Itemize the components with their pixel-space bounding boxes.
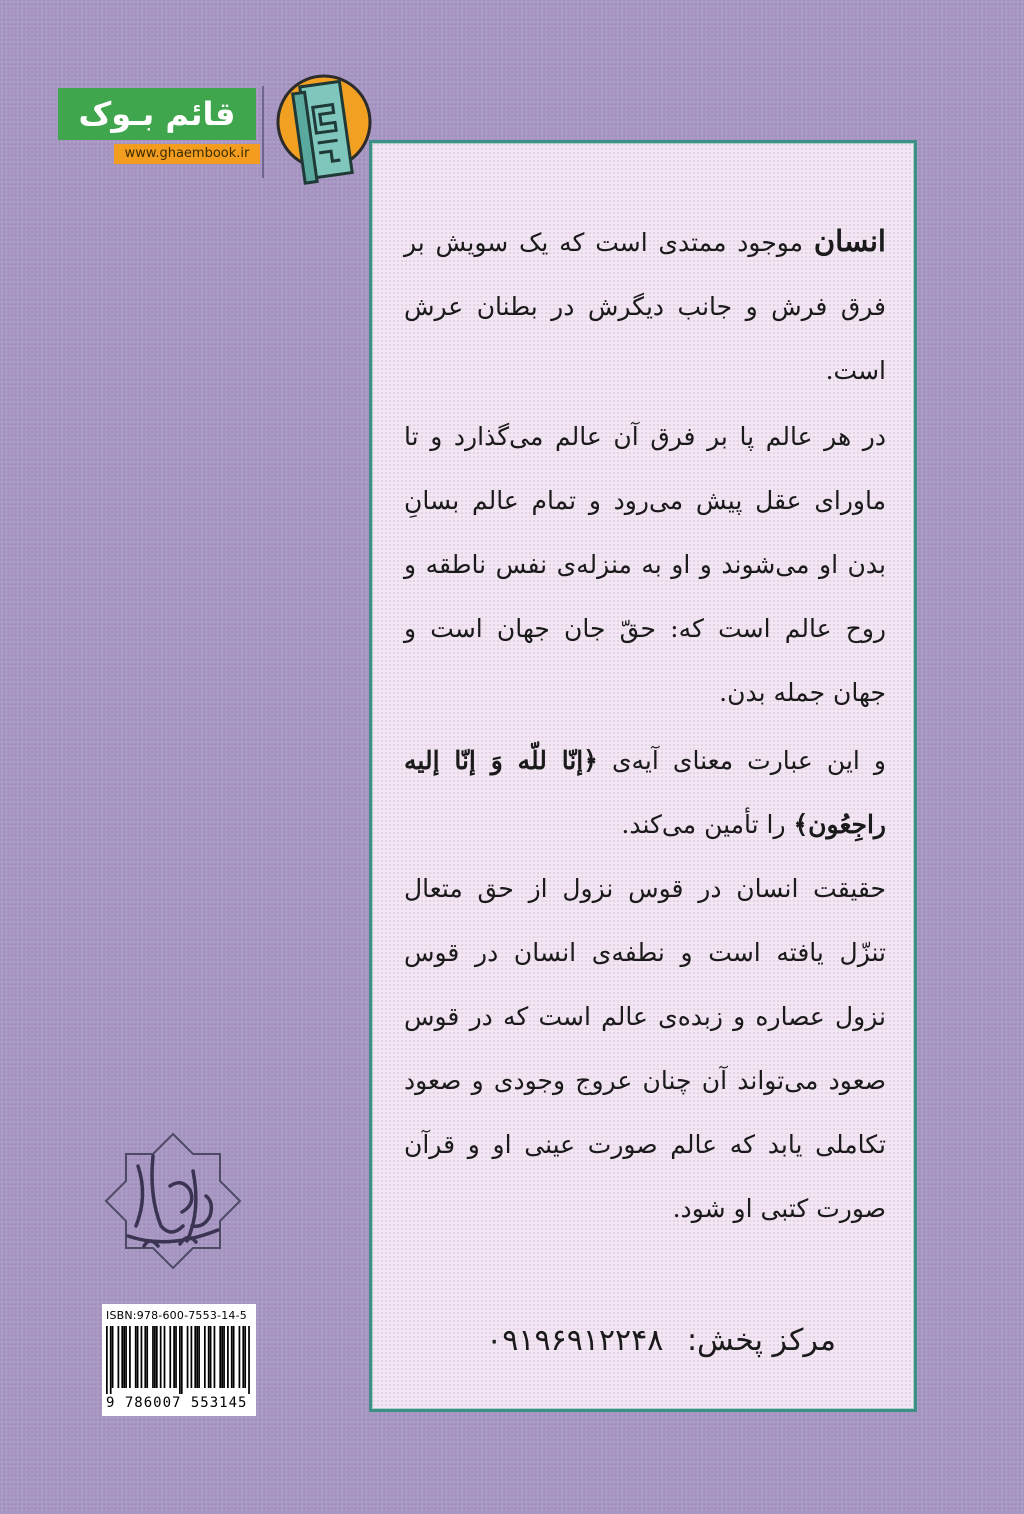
paragraph-1-text: موجود ممتدی است که یک سویش بر فرق فرش و جانب دیگرش در بطنان عرش است. bbox=[404, 228, 886, 385]
barcode-bar bbox=[208, 1326, 210, 1388]
paragraph-3 bbox=[404, 729, 886, 857]
barcode-bar bbox=[121, 1326, 123, 1388]
publisher-url: www.ghaembook.ir bbox=[114, 144, 260, 164]
barcode-bar bbox=[106, 1326, 108, 1394]
barcode-bar bbox=[123, 1326, 125, 1388]
barcode-bar bbox=[179, 1326, 181, 1394]
barcode-bar bbox=[112, 1326, 114, 1388]
paragraph-4: حقیقت انسان در قوس نزول از حق متعال تنزّل یافته است و نطفه‌ی انسان در قوس نزول عصاره و زبده‌ی عالم است که در قوس صعود می‌تواند آن چنان عروج وجودی و صعود تکاملی یابد که عالم صورت عینی او و قرآن صورت کتبی او شود. bbox=[404, 874, 886, 1223]
barcode-bar bbox=[210, 1326, 212, 1388]
barcode-bar bbox=[194, 1326, 196, 1388]
barcode-bar bbox=[144, 1326, 146, 1388]
barcode-bar bbox=[227, 1326, 229, 1388]
quran-verse: ﴿إنّا للّه وَ إنّا إلیه راجِعُون﴾ bbox=[404, 746, 886, 839]
barcode-bar bbox=[129, 1326, 131, 1388]
barcode-bar bbox=[137, 1326, 139, 1388]
distribution-phone: ۰۹۱۹۶۹۱۲۲۴۸ bbox=[486, 1323, 664, 1358]
barcode-bars bbox=[106, 1326, 252, 1394]
barcode-bar bbox=[214, 1326, 216, 1388]
barcode-bar bbox=[204, 1326, 206, 1388]
barcode-bar bbox=[173, 1326, 175, 1388]
publisher-name: قائم بـوک bbox=[58, 88, 256, 140]
barcode-bar bbox=[110, 1326, 112, 1394]
barcode bbox=[102, 1304, 256, 1416]
logo-divider bbox=[262, 86, 264, 178]
barcode-bar bbox=[152, 1326, 154, 1388]
text-panel bbox=[369, 140, 917, 1412]
barcode-bar bbox=[221, 1326, 223, 1388]
barcode-bar bbox=[135, 1326, 137, 1388]
barcode-bar bbox=[244, 1326, 246, 1388]
calligraphy-emblem-icon bbox=[98, 1126, 248, 1276]
barcode-bar bbox=[187, 1326, 189, 1388]
barcode-bar bbox=[248, 1326, 250, 1394]
barcode-bar bbox=[156, 1326, 158, 1388]
publisher-logo bbox=[58, 88, 258, 164]
barcode-bar bbox=[242, 1326, 244, 1388]
barcode-bar bbox=[191, 1326, 193, 1388]
barcode-bar bbox=[164, 1326, 166, 1388]
book-icon bbox=[276, 70, 372, 194]
barcode-bar bbox=[141, 1326, 143, 1388]
barcode-digits: 9 786007 553145 bbox=[106, 1395, 248, 1411]
barcode-bar bbox=[154, 1326, 156, 1388]
paragraph-1-lead: انسان bbox=[813, 224, 886, 258]
barcode-bar bbox=[118, 1326, 120, 1388]
barcode-bar bbox=[231, 1326, 233, 1388]
barcode-bar bbox=[125, 1326, 127, 1388]
barcode-bar bbox=[175, 1326, 177, 1388]
barcode-bar bbox=[233, 1326, 235, 1388]
barcode-bar bbox=[198, 1326, 200, 1388]
barcode-bar bbox=[169, 1326, 171, 1388]
barcode-bar bbox=[196, 1326, 198, 1388]
barcode-bar bbox=[160, 1326, 162, 1388]
barcode-bar bbox=[239, 1326, 241, 1388]
isbn-text: ISBN:978-600-7553-14-5 bbox=[106, 1309, 247, 1322]
barcode-bar bbox=[223, 1326, 225, 1388]
distribution-label: مرکز پخش: bbox=[686, 1323, 836, 1358]
paragraph-1 bbox=[404, 209, 886, 403]
distribution-center bbox=[486, 1323, 836, 1358]
paragraph-3-start: و این عبارت معنای آیه‌ی bbox=[597, 746, 886, 775]
barcode-bar bbox=[219, 1326, 221, 1388]
paragraph-3-end: را تأمین می‌کند. bbox=[621, 810, 794, 839]
paragraph-2: در هر عالم پا بر فرق آن عالم می‌گذارد و تا ماورای عقل پیش می‌رود و تمام عالم بسانِ بدن او می‌شوند و او به منزله‌ی نفس ناطقه و روح عالم است که: حقّ جان جهان است و جهان جمله بدن. bbox=[404, 422, 886, 707]
barcode-bar bbox=[146, 1326, 148, 1388]
barcode-bar bbox=[181, 1326, 183, 1394]
